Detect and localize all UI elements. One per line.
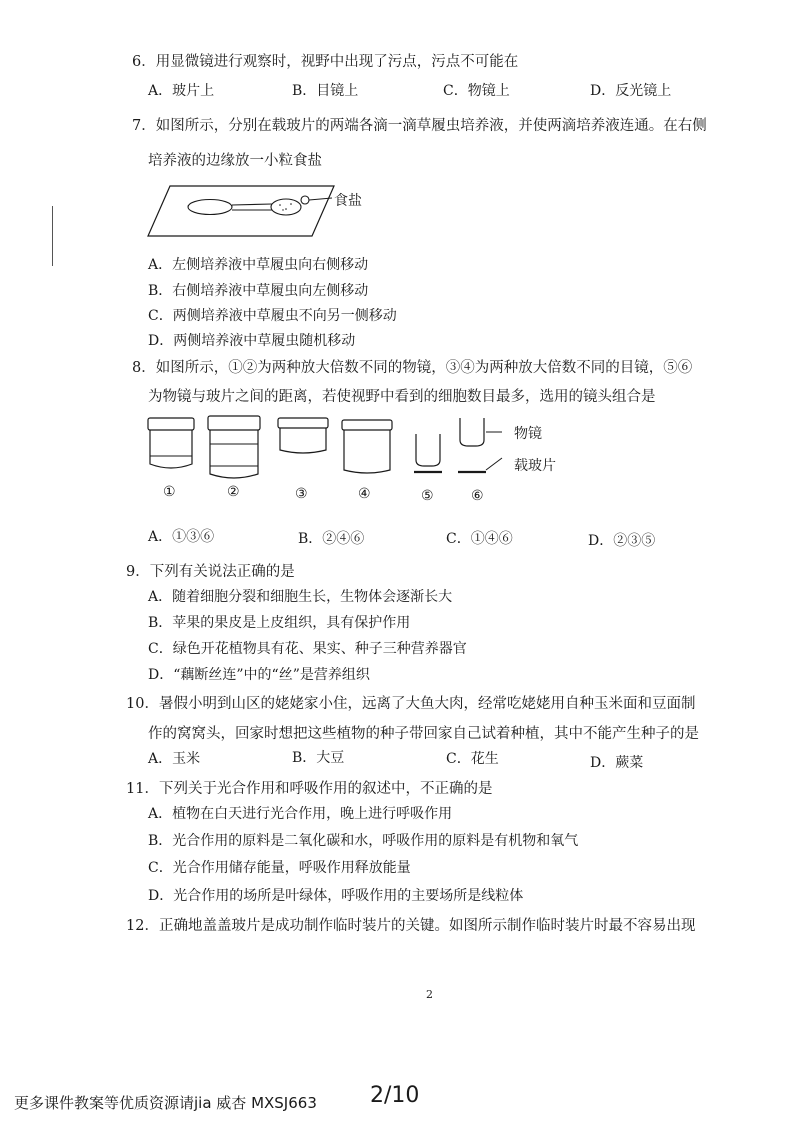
eyepiece-short-icon (278, 418, 328, 453)
q8-figure-number: ③ (295, 486, 308, 502)
q6-option-b: B．目镜上 (292, 83, 359, 99)
q8-lens-figure (140, 412, 500, 482)
q6-option-d: D．反光镜上 (590, 83, 672, 99)
q7-salt-label: 食盐 (334, 193, 362, 209)
q6-option-c: C．物镜上 (443, 83, 510, 99)
q10-option-a: A．玉米 (148, 751, 201, 767)
q6-stem: 6．用显微镜进行观察时，视野中出现了污点，污点不可能在 (132, 54, 519, 70)
q11-option-c: C．光合作用储存能量，呼吸作用释放能量 (148, 860, 411, 876)
q7-stem-line2: 培养液的边缘放一小粒食盐 (148, 153, 322, 169)
q8-objective-label: 物镜 (514, 426, 542, 442)
q9-option-b: B．苹果的果皮是上皮组织，具有保护作用 (148, 615, 411, 631)
q9-option-c: C．绿色开花植物具有花、果实、种子三种营养器官 (148, 641, 467, 657)
distance-far-icon (458, 418, 502, 472)
q9-option-d: D．“藕断丝连”中的“丝”是营养组织 (148, 667, 370, 683)
q8-option-d: D．②③⑤ (588, 533, 656, 549)
footer-text: 更多课件教案等优质资源请jia 威杏 MXSJ663 (14, 1094, 317, 1112)
q7-option-a: A．左侧培养液中草履虫向右侧移动 (148, 257, 369, 273)
page-number: 2 (426, 988, 433, 1001)
q8-slide-label: 载玻片 (514, 458, 556, 474)
q10-option-b: B．大豆 (292, 750, 345, 766)
q10-stem-line1: 10．暑假小明到山区的姥姥家小住，远离了大鱼大肉，经常吃姥姥用自种玉米面和豆面制 (126, 696, 696, 712)
footer-page: 2/10 (370, 1083, 420, 1108)
q7-option-b: B．右侧培养液中草履虫向左侧移动 (148, 283, 369, 299)
q8-figure-number: ② (227, 484, 240, 500)
q6-option-a: A．玻片上 (148, 83, 215, 99)
q9-stem: 9．下列有关说法正确的是 (126, 564, 295, 580)
q8-option-b: B．②④⑥ (298, 531, 365, 547)
q8-option-a: A．①③⑥ (148, 529, 215, 545)
q11-stem: 11．下列关于光合作用和呼吸作用的叙述中，不正确的是 (126, 781, 493, 797)
objective-short-icon (148, 418, 194, 468)
q10-stem-line2: 作的窝窝头，回家时想把这些植物的种子带回家自己试着种植，其中不能产生种子的是 (148, 726, 699, 742)
q7-stem-line1: 7．如图所示，分别在载玻片的两端各滴一滴草履虫培养液，并使两滴培养液连通。在右侧 (132, 118, 707, 134)
q8-figure-number: ④ (358, 486, 371, 502)
q10-option-c: C．花生 (446, 751, 499, 767)
q8-figure-number: ① (163, 484, 176, 500)
q9-option-a: A．随着细胞分裂和细胞生长，生物体会逐渐长大 (148, 589, 453, 605)
q11-option-d: D．光合作用的场所是叶绿体，呼吸作用的主要场所是线粒体 (148, 888, 524, 904)
q7-option-c: C．两侧培养液中草履虫不向另一侧移动 (148, 308, 397, 324)
q12-stem: 12．正确地盖盖玻片是成功制作临时装片的关键。如图所示制作临时装片时最不容易出现 (126, 918, 696, 934)
q8-stem-line1: 8．如图所示，①②为两种放大倍数不同的物镜，③④为两种放大倍数不同的目镜，⑤⑥ (132, 360, 693, 376)
q8-stem-line2: 为物镜与玻片之间的距离，若使视野中看到的细胞数目最多，选用的镜头组合是 (148, 389, 656, 405)
distance-close-icon (414, 434, 442, 472)
eyepiece-long-icon (342, 420, 392, 473)
q8-figure-number: ⑥ (471, 488, 484, 504)
q10-option-d: D．蕨菜 (590, 755, 644, 771)
q11-option-a: A．植物在白天进行光合作用，晚上进行呼吸作用 (148, 806, 453, 822)
q8-option-c: C．①④⑥ (446, 531, 513, 547)
q8-figure-number: ⑤ (421, 488, 434, 504)
q7-slide-figure (148, 180, 338, 242)
q7-option-d: D．两侧培养液中草履虫随机移动 (148, 333, 356, 349)
objective-long-icon (208, 416, 260, 478)
margin-mark (52, 206, 55, 266)
q11-option-b: B．光合作用的原料是二氧化碳和水，呼吸作用的原料是有机物和氧气 (148, 833, 579, 849)
